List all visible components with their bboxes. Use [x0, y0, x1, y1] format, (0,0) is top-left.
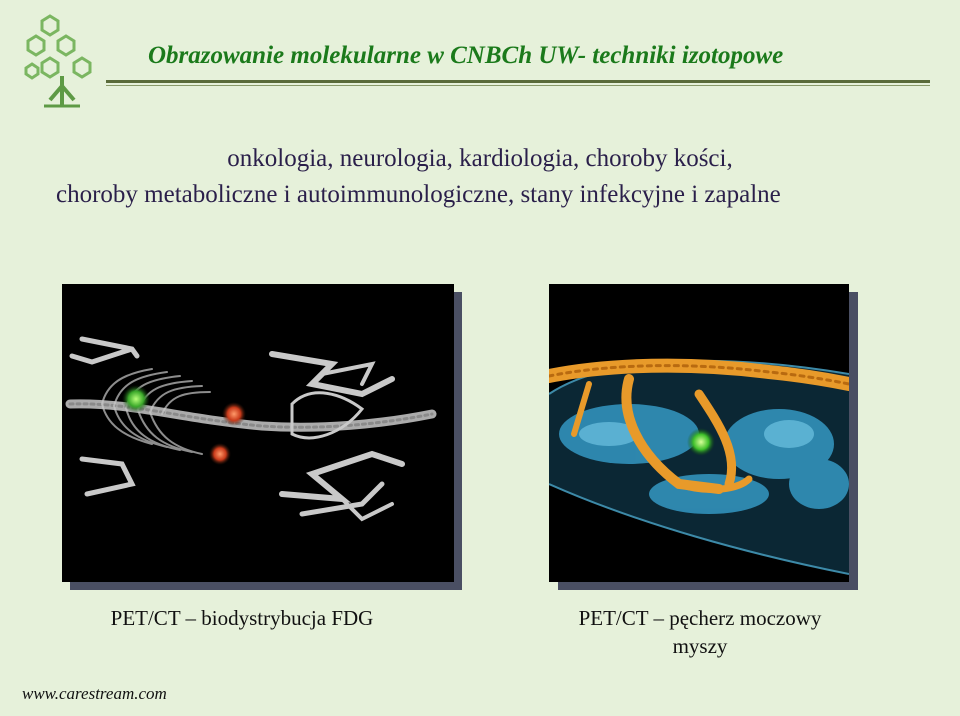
caption-bladder-line2: myszy: [672, 634, 728, 658]
intro-line-2: choroby metaboliczne i autoimmunologiczne, stany infekcyjne i zapalne: [56, 181, 781, 208]
title-divider: [106, 80, 930, 83]
source-link[interactable]: www.carestream.com: [22, 684, 167, 703]
caption-bladder-line1: PET/CT – pęcherz moczowy: [578, 606, 822, 630]
title-divider-thin: [106, 85, 930, 86]
pet-ct-image-bladder: [549, 284, 849, 582]
pet-ct-image-fdg: [62, 284, 454, 582]
logo-icon: [22, 14, 106, 112]
page-title: Obrazowanie molekularne w CNBCh UW- techniki izotopowe: [148, 42, 784, 69]
intro-line-1: onkologia, neurologia, kardiologia, choroby kości,: [227, 145, 733, 172]
caption-fdg: PET/CT – biodystrybucja FDG: [110, 606, 374, 630]
